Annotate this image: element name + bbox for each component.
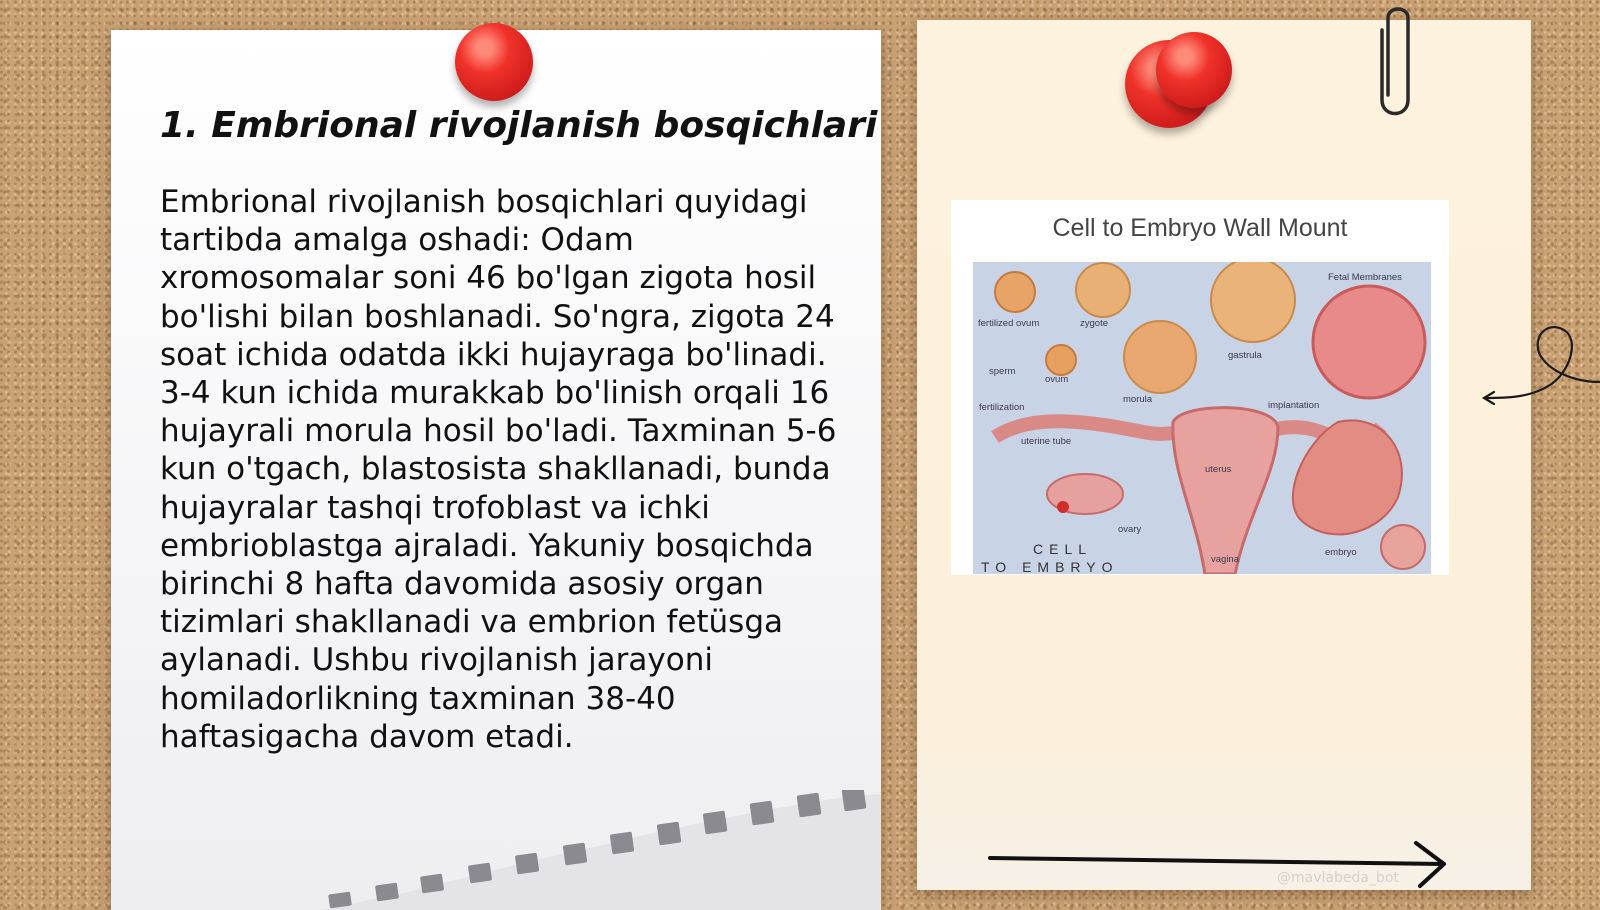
svg-text:Fetal Membranes: Fetal Membranes	[1328, 272, 1402, 283]
red-pushpin-left	[455, 23, 533, 101]
svg-text:fertilized ovum: fertilized ovum	[978, 318, 1040, 329]
svg-text:zygote: zygote	[1080, 318, 1108, 329]
ovum-cell	[1046, 345, 1076, 375]
svg-text:morula: morula	[1123, 394, 1153, 405]
right-note-paper	[917, 20, 1531, 890]
svg-text:TO EMBRYO: TO EMBRYO	[981, 559, 1119, 574]
left-note-paper	[111, 30, 881, 910]
svg-text:ovum: ovum	[1045, 374, 1069, 385]
svg-text:vagina: vagina	[1211, 554, 1239, 565]
svg-text:embryo: embryo	[1325, 547, 1357, 558]
svg-text:uterus: uterus	[1205, 464, 1232, 475]
gastrula-cell	[1211, 262, 1295, 342]
fetal-membrane-sac	[1313, 286, 1425, 398]
svg-text:CELL: CELL	[1033, 541, 1093, 557]
fertilized-ovum-cell	[995, 272, 1035, 312]
embryo-image-card	[951, 200, 1449, 575]
zygote-cell	[1076, 263, 1130, 317]
body-paragraph: Embrional rivojlanish bosqichlari quyidagi tartibda amalga oshadi: Odam xromosomalar soni 46 bo'lgan zigota hosil bo'lishi bilan boshlanadi. So'ngra, zigota 24 soat ichida odatda ikki hujayraga bo'linadi. 3-4 kun ichida murakkab bo'linish orqali 16 hujayrali morula hosil bo'ladi. Taxminan 5-6 kun o'tgach, blastosista shakllanadi, bunda hujayralar tashqi trofoblast va ichki embrioblastga ajraladi. Yakuniy bosqichda birinchi 8 hafta davomida asosiy organ tizimlari shakllanadi va embrion fetüsga aylanadi. Ushbu rivojlanish jarayoni homiladorlikning taxminan 38-40 haftasigacha davom etadi.	[160, 184, 837, 755]
slide-title: 1. Embrional rivojlanish bosqichlari	[160, 105, 878, 146]
loop-arrow-doodle	[1480, 310, 1600, 405]
watermark-text: @mavlabeda_bot	[1277, 870, 1399, 886]
torn-paper-edge	[321, 790, 881, 910]
svg-text:gastrula: gastrula	[1228, 350, 1262, 361]
svg-text:uterine tube: uterine tube	[1021, 436, 1072, 447]
long-right-arrow	[988, 840, 1448, 890]
paper-clip-icon	[1378, 0, 1418, 125]
red-pushpin-right-front	[1156, 32, 1232, 108]
cell-to-embryo-diagram	[973, 262, 1431, 574]
image-title: Cell to Embryo Wall Mount	[1052, 214, 1348, 242]
svg-text:sperm: sperm	[989, 366, 1016, 377]
svg-text:implantation: implantation	[1268, 400, 1320, 411]
svg-text:fertilization: fertilization	[979, 402, 1025, 413]
morula-cell	[1124, 321, 1196, 393]
svg-text:ovary: ovary	[1118, 524, 1142, 535]
